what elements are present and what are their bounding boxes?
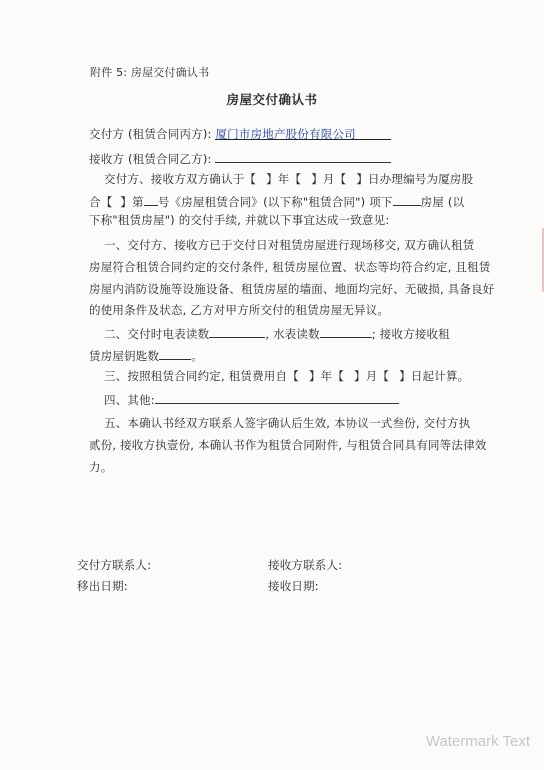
intro-house-field bbox=[393, 193, 421, 206]
clause1-line-1: 一、交付方、接收方已于交付日对租赁房屋进行现场移交, 双方确认租赁 bbox=[104, 238, 475, 252]
clause1-line-3: 房屋内消防设施等设施设备、租赁房屋的墙面、地面均完好、无破损, 具备良好 bbox=[89, 282, 495, 296]
intro-l1-d: 】日办理编号为厦房股 bbox=[356, 172, 474, 186]
clause2-c: ; 接收方接收租 bbox=[371, 327, 450, 341]
intro-number-field bbox=[144, 193, 158, 206]
clause5-line-2: 贰份, 接收方执壹份, 本确认书作为租赁合同附件, 与租赁合同具有同等法律效 bbox=[89, 438, 487, 452]
clause2-e: 。 bbox=[191, 349, 203, 363]
receive-date-label: 接收日期: bbox=[268, 579, 319, 593]
clause5-line-3: 力。 bbox=[89, 460, 113, 474]
seal-edge-mark bbox=[535, 228, 544, 292]
receiver-label: 接收方 (租赁合同乙方): bbox=[89, 152, 212, 166]
intro-line-1 bbox=[104, 172, 473, 186]
intro-l1-b: 】年【 bbox=[266, 172, 302, 186]
intro-line-3: 下称"租赁房屋") 的交付手续, 并就以下事宜达成一致意见: bbox=[89, 213, 390, 227]
key-count-field bbox=[159, 347, 191, 360]
intro-l2-a: 合【 bbox=[89, 195, 113, 209]
deliverer-contact-label: 交付方联系人: bbox=[77, 558, 152, 572]
attachment-header: 附件 5: 房屋交付确认书 bbox=[90, 66, 210, 79]
deliverer-field bbox=[215, 127, 391, 140]
receiver-row bbox=[89, 150, 391, 166]
deliverer-row bbox=[89, 127, 391, 141]
electric-meter-field bbox=[209, 325, 265, 338]
intro-l1-c: 】月【 bbox=[311, 172, 347, 186]
clause2-line-2 bbox=[89, 347, 203, 363]
clause3-b: 】年【 bbox=[308, 369, 345, 383]
intro-l2-c: 号《房屋租赁合同》(以下称"租赁合同") 项下 bbox=[157, 195, 393, 209]
water-meter-field bbox=[320, 325, 372, 338]
clause2-line-1 bbox=[104, 325, 450, 341]
intro-l1-a: 交付方、接收方双方确认于【 bbox=[104, 172, 257, 186]
clause2-b: , 水表读数 bbox=[265, 327, 320, 341]
intro-l2-b: 】第 bbox=[120, 195, 144, 209]
receiver-contact-label: 接收方联系人: bbox=[268, 558, 343, 572]
watermark-text: Watermark Text bbox=[425, 733, 530, 750]
clause3-c: 】月【 bbox=[354, 369, 390, 383]
receiver-field bbox=[215, 150, 391, 163]
move-out-date-label: 移出日期: bbox=[77, 579, 128, 593]
deliverer-label: 交付方 (租赁合同丙方): bbox=[89, 127, 212, 141]
clause4-line bbox=[104, 391, 399, 407]
clause4-label: 四、其他: bbox=[104, 393, 155, 407]
clause2-a: 二、交付时电表读数 bbox=[104, 327, 210, 341]
clause5-line-1: 五、本确认书经双方联系人签字确认后生效, 本协议一式叁份, 交付方执 bbox=[104, 416, 471, 430]
clause3-a: 三、按照租赁合同约定, 租赁费用自【 bbox=[104, 369, 299, 383]
clause2-d: 赁房屋钥匙数 bbox=[89, 349, 160, 363]
clause3-line bbox=[104, 369, 469, 383]
deliverer-value: 厦门市房地产股份有限公司 bbox=[215, 127, 356, 141]
clause3-d: 】日起计算。 bbox=[399, 369, 470, 383]
clause1-line-2: 房屋符合租赁合同约定的交付条件, 租赁房屋位置、状态等均符合约定, 且租赁 bbox=[89, 260, 491, 274]
clause1-line-4: 的使用条件及状态, 乙方对甲方所交付的租赁房屋无异议。 bbox=[89, 303, 390, 317]
intro-line-2 bbox=[89, 193, 464, 209]
other-field bbox=[155, 391, 399, 404]
document-title: 房屋交付确认书 bbox=[226, 92, 318, 107]
intro-l2-d: 房屋 (以 bbox=[420, 195, 465, 209]
